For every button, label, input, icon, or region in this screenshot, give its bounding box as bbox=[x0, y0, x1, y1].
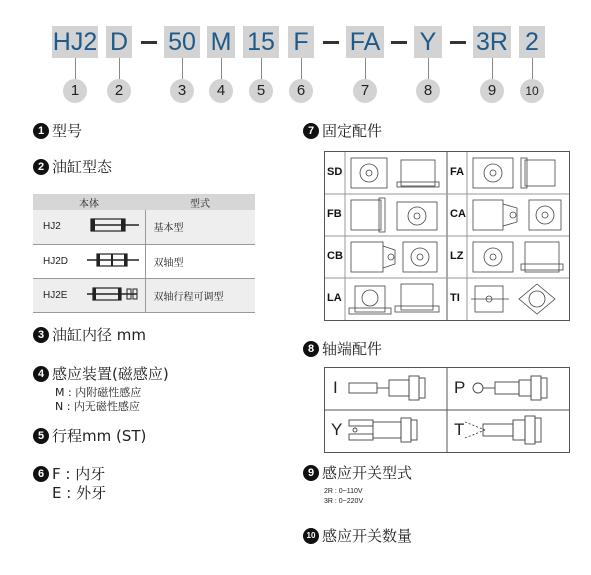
connector-line bbox=[182, 58, 183, 79]
position-number-4: 4 bbox=[209, 79, 233, 103]
connector-line bbox=[119, 58, 120, 79]
table-row bbox=[33, 278, 255, 312]
position-number-10: 10 bbox=[520, 79, 544, 103]
mount-label-cb: CB bbox=[327, 250, 343, 262]
section-badge: 3 bbox=[33, 327, 49, 343]
connector-line bbox=[428, 58, 429, 79]
section-model bbox=[33, 121, 82, 141]
section-bore bbox=[33, 325, 146, 345]
connector-line bbox=[75, 58, 76, 79]
section-badge: 8 bbox=[303, 341, 319, 357]
code-segment-10: 2 bbox=[519, 26, 545, 58]
rod-end-label-i: I bbox=[333, 378, 338, 397]
cylinder-double-rod-icon bbox=[83, 244, 145, 278]
table-row bbox=[33, 244, 255, 278]
section-title: 油缸内径 mm bbox=[52, 326, 146, 344]
mount-label-fb: FB bbox=[327, 208, 342, 220]
sensor-option-m: M : 内附磁性感应 bbox=[55, 386, 142, 399]
code-segment-1: HJ2 bbox=[52, 28, 98, 56]
position-number-3: 3 bbox=[170, 79, 194, 103]
connector-line bbox=[301, 58, 302, 79]
connector-line bbox=[492, 58, 493, 79]
section-badge: 2 bbox=[33, 159, 49, 175]
rod-end-label-t: T bbox=[454, 420, 465, 439]
section-title: 型号 bbox=[52, 122, 83, 140]
section-badge: 9 bbox=[303, 465, 319, 481]
position-number-8: 8 bbox=[416, 79, 440, 103]
table-row bbox=[33, 210, 255, 244]
section-thread bbox=[33, 464, 105, 484]
code-segment-7: FA bbox=[346, 26, 384, 58]
code-segment-4: M bbox=[207, 26, 235, 58]
section-rod-ends bbox=[303, 339, 382, 359]
section-sensor bbox=[33, 364, 169, 384]
section-badge: 10 bbox=[303, 528, 319, 544]
code-segment-9: 3R bbox=[473, 26, 511, 58]
mount-label-ti: TI bbox=[450, 292, 460, 304]
cylinder-basic-icon bbox=[83, 210, 145, 244]
section-switch-type bbox=[303, 463, 412, 483]
mount-label-ca: CA bbox=[450, 208, 466, 220]
thread-option-e-text: E : 外牙 bbox=[52, 484, 107, 502]
connector-line bbox=[365, 58, 366, 79]
section-title: 感应装置(磁感应) bbox=[52, 365, 169, 383]
rod-end-grid bbox=[324, 367, 570, 453]
mount-grid bbox=[324, 151, 570, 321]
connector-line bbox=[261, 58, 262, 79]
mount-label-sd: SD bbox=[327, 166, 343, 178]
rod-end-label-y: Y bbox=[331, 420, 343, 439]
section-switch-count bbox=[303, 526, 412, 546]
model-cell: HJ2E bbox=[33, 278, 83, 312]
section-cylinder-type bbox=[33, 157, 112, 177]
rod-end-label-p: P bbox=[454, 378, 466, 397]
mount-label-fa: FA bbox=[450, 166, 465, 178]
section-badge: 7 bbox=[303, 123, 319, 139]
mount-label-lz: LZ bbox=[450, 250, 464, 262]
switch-type-3r: 3R : 0~220V bbox=[324, 498, 364, 505]
thread-option-f: F : 内牙 bbox=[52, 465, 106, 483]
section-mounts bbox=[303, 121, 382, 141]
connector-line bbox=[532, 58, 533, 79]
type-desc-cell: 双轴行程可调型 bbox=[145, 278, 255, 312]
code-segment-5: 15 bbox=[243, 26, 279, 58]
section-title: 感应开关型式 bbox=[322, 464, 413, 482]
position-number-6: 6 bbox=[289, 79, 313, 103]
table-header-type: 型式 bbox=[145, 194, 255, 210]
thread-option-e bbox=[52, 483, 106, 503]
section-title: 油缸型态 bbox=[52, 158, 113, 176]
code-dash bbox=[391, 41, 407, 44]
section-badge: 6 bbox=[33, 466, 49, 482]
code-dash bbox=[141, 41, 157, 44]
position-number-9: 9 bbox=[480, 79, 504, 103]
model-cell: HJ2 bbox=[33, 210, 83, 244]
code-segment-2: D bbox=[106, 26, 132, 58]
section-title: 轴端配件 bbox=[322, 340, 383, 358]
model-cell: HJ2D bbox=[33, 244, 83, 278]
mount-label-la: LA bbox=[327, 292, 342, 304]
connector-line bbox=[221, 58, 222, 79]
sensor-option-n: N : 内无磁性感应 bbox=[55, 400, 140, 413]
code-segment-3: 50 bbox=[164, 26, 200, 58]
position-number-2: 2 bbox=[107, 79, 131, 103]
code-dash bbox=[450, 41, 466, 44]
section-title: 固定配件 bbox=[322, 122, 383, 140]
switch-type-2r: 2R : 0~110V bbox=[324, 488, 363, 495]
cylinder-type-table bbox=[33, 194, 255, 313]
code-segment-6: F bbox=[288, 26, 314, 58]
section-badge: 5 bbox=[33, 428, 49, 444]
position-number-5: 5 bbox=[249, 79, 273, 103]
type-desc-cell: 双轴型 bbox=[145, 244, 255, 278]
position-number-7: 7 bbox=[353, 79, 377, 103]
table-header-body: 本体 bbox=[33, 194, 145, 210]
section-stroke bbox=[33, 426, 146, 446]
section-title: 感应开关数量 bbox=[322, 527, 413, 545]
section-badge: 1 bbox=[33, 123, 49, 139]
section-title: 行程mm (ST) bbox=[52, 427, 147, 445]
section-badge: 4 bbox=[33, 366, 49, 382]
code-dash bbox=[323, 41, 339, 44]
code-segment-8: Y bbox=[414, 26, 442, 58]
type-desc-cell: 基本型 bbox=[145, 210, 255, 244]
position-number-1: 1 bbox=[63, 79, 87, 103]
cylinder-adjustable-icon bbox=[83, 278, 145, 312]
